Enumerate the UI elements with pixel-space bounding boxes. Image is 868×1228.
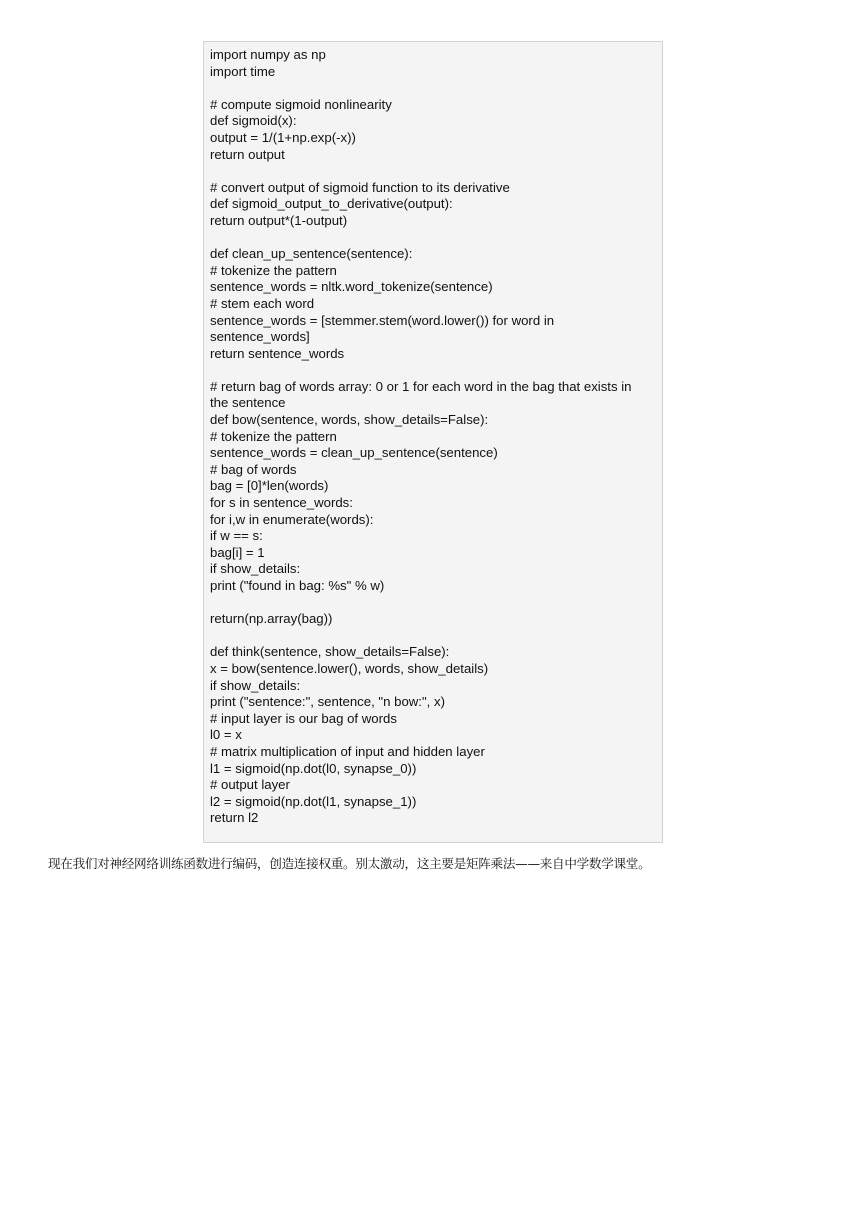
code-line: if show_details: <box>210 561 301 577</box>
code-line <box>210 163 656 180</box>
code-line: for i,w in enumerate(words): <box>210 511 374 527</box>
code-line: return l2 <box>210 810 259 826</box>
code-line: l2 = sigmoid(np.dot(l1, synapse_1)) <box>210 793 417 809</box>
code-line: def think(sentence, show_details=False): <box>210 644 450 660</box>
code-line: import time <box>210 63 276 79</box>
code-line: return output <box>210 146 285 162</box>
code-line: return sentence_words <box>210 345 345 361</box>
code-line: x = bow(sentence.lower(), words, show_details) <box>210 660 489 676</box>
code-line: l0 = x <box>210 727 242 743</box>
code-line <box>210 230 656 247</box>
code-line: the sentence <box>210 395 286 411</box>
body-paragraph: 现在我们对神经网络训练函数进行编码，创造连接权重。别太激动，这主要是矩阵乘法——来自中学数学课堂。 <box>48 856 651 871</box>
code-line: bag[i] = 1 <box>210 544 265 560</box>
code-line: # convert output of sigmoid function to its derivative <box>210 179 510 195</box>
code-line: l1 = sigmoid(np.dot(l0, synapse_0)) <box>210 760 417 776</box>
code-line: # tokenize the pattern <box>210 262 337 278</box>
code-line <box>210 362 656 379</box>
code-line <box>210 80 656 97</box>
code-line: sentence_words = [stemmer.stem(word.lower()) for word in <box>210 312 555 328</box>
code-block <box>203 41 663 843</box>
code-line: sentence_words = clean_up_sentence(sentence) <box>210 445 498 461</box>
code-line: for s in sentence_words: <box>210 495 353 511</box>
code-line: if w == s: <box>210 528 263 544</box>
code-line <box>210 595 656 612</box>
code-line: def sigmoid_output_to_derivative(output): <box>210 196 453 212</box>
code-line: import numpy as np <box>210 47 326 62</box>
code-line: # compute sigmoid nonlinearity <box>210 96 392 112</box>
code-line: # bag of words <box>210 461 297 477</box>
code-line: # matrix multiplication of input and hidden layer <box>210 743 485 759</box>
code-line: if show_details: <box>210 677 301 693</box>
code-line: return output*(1-output) <box>210 212 348 228</box>
code-line: # stem each word <box>210 295 315 311</box>
code-line: print ("found in bag: %s" % w) <box>210 578 385 593</box>
code-line: print ("sentence:", sentence, "n bow:", x) <box>210 694 445 710</box>
code-line: bag = [0]*len(words) <box>210 478 329 494</box>
code-line: sentence_words = nltk.word_tokenize(sentence) <box>210 279 493 295</box>
code-line: sentence_words] <box>210 329 310 345</box>
code-line: # tokenize the pattern <box>210 428 337 444</box>
code-line: return(np.array(bag)) <box>210 611 333 627</box>
code-line: # output layer <box>210 777 290 793</box>
code-line: # return bag of words array: 0 or 1 for each word in the bag that exists in <box>210 378 632 394</box>
code-line: def sigmoid(x): <box>210 113 297 129</box>
code-line <box>210 628 656 645</box>
code-line: def clean_up_sentence(sentence): <box>210 246 413 262</box>
code-line: # input layer is our bag of words <box>210 710 397 726</box>
code-line: output = 1/(1+np.exp(-x)) <box>210 129 356 145</box>
code-line: def bow(sentence, words, show_details=False): <box>210 412 489 428</box>
